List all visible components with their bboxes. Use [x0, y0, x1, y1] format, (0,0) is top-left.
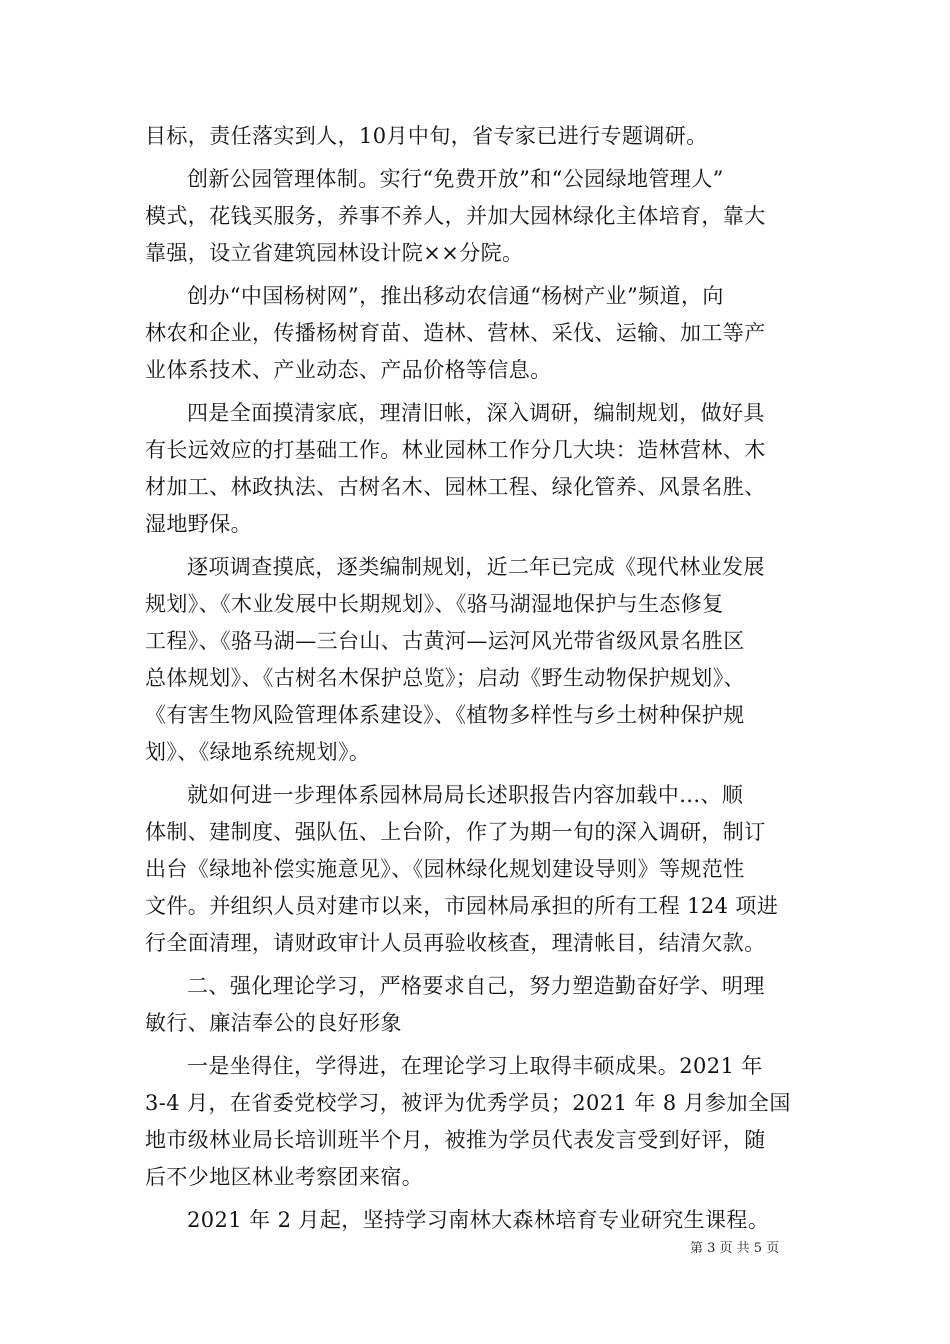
- text-line: 林农和企业，传播杨树育苗、造林、营林、采伐、运输、加工等产: [145, 321, 766, 345]
- document-body: [145, 118, 810, 1239]
- text-line: 目标，责任落实到人，10月中旬，省专家已进行专题调研。: [145, 124, 708, 148]
- page-number-footer: 第 3 页 共 5 页: [690, 1241, 780, 1256]
- paragraph-first-line: 创办“中国杨树网”，推出移动农信通“杨树产业”频道，向: [187, 284, 724, 308]
- text-line: 工程》、《骆马湖—三台山、古黄河—运河风光带省级风景名胜区: [145, 629, 745, 653]
- text-line: 划》、《绿地系统规划》。: [145, 740, 371, 764]
- text-line: 规划》、《木业发展中长期规划》、《骆马湖湿地保护与生态修复: [145, 592, 724, 616]
- text-line: 材加工、林政执法、古树名木、园林工程、绿化管养、风景名胜、: [145, 475, 766, 499]
- paragraph-first-line: 2021 年 2 月起，坚持学习南林大森林培育专业研究生课程。: [187, 1208, 770, 1232]
- section-heading-continued: 敏行、廉洁奉公的良好形象: [145, 1011, 402, 1035]
- text-line: 《有害生物风险管理体系建设》、《植物多样性与乡土树种保护规: [145, 703, 745, 727]
- text-line: 行全面清理，请财政审计人员再验收核查，理清帐目，结清欠款。: [145, 931, 766, 955]
- text-line: 出台《绿地补偿实施意见》、《园林绿化规划建设导则》等规范性: [145, 857, 745, 881]
- paragraph-first-line: 四是全面摸清家底，理清旧帐，深入调研，编制规划，做好具: [187, 401, 765, 425]
- text-line: 后不少地区林业考察团来宿。: [145, 1165, 424, 1189]
- paragraph-first-line: 创新公园管理体制。实行“免费开放”和“公园绿地管理人”: [187, 167, 724, 191]
- text-line: 湿地野保。: [145, 512, 252, 536]
- text-line: 地市级林业局长培训班半个月，被推为学员代表发言受到好评，随: [145, 1128, 766, 1152]
- text-line: 靠强，设立省建筑园林设计院××分院。: [145, 241, 524, 265]
- text-line: 文件。并组织人员对建市以来，市园林局承担的所有工程 124 项进: [145, 894, 779, 918]
- text-line: 3-4 月，在省委党校学习，被评为优秀学员；2021 年 8 月参加全国: [145, 1091, 791, 1115]
- paragraph-first-line: 一是坐得住，学得进，在理论学习上取得丰硕成果。2021 年: [187, 1054, 763, 1078]
- paragraph-first-line: 就如何进一步理体系园林局局长述职报告内容加载中...、顺: [187, 783, 744, 807]
- text-line: 有长远效应的打基础工作。林业园林工作分几大块：造林营林、木: [145, 438, 766, 462]
- text-line: 业体系技术、产业动态、产品价格等信息。: [145, 358, 552, 382]
- text-line: 体制、建制度、强队伍、上台阶，作了为期一旬的深入调研，制订: [145, 820, 766, 844]
- text-line: 总体规划》、《古树名木保护总览》；启动《野生动物保护规划》、: [145, 666, 745, 690]
- paragraph-first-line: 逐项调查摸底，逐类编制规划，近二年已完成《现代林业发展: [187, 555, 765, 579]
- text-line: 模式，花钱买服务，养事不养人，并加大园林绿化主体培育，靠大: [145, 204, 766, 228]
- section-heading: 二、强化理论学习，严格要求自己，努力塑造勤奋好学、明理: [187, 974, 765, 998]
